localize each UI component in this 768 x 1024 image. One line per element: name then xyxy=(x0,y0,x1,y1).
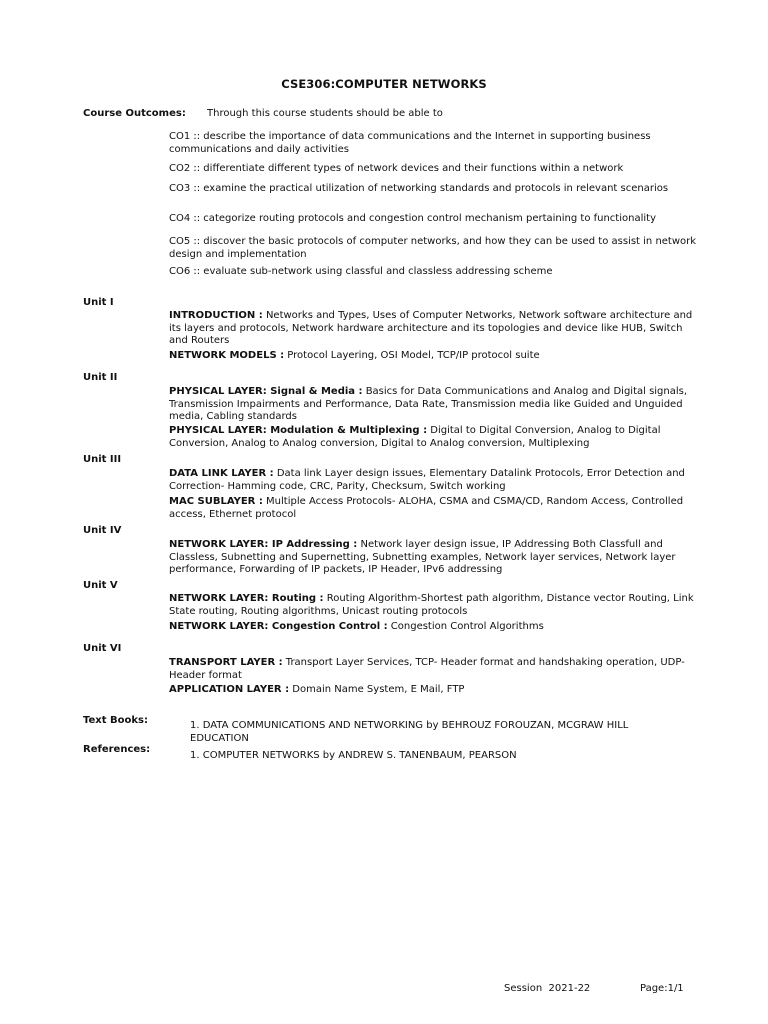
unit-topic xyxy=(169,621,704,634)
unit-topic xyxy=(169,310,704,348)
topic-text: Data link Layer design issues, Elementary Datalink Protocols, Error Detection and Correction- Hamming code, CRC, Parity, Checksum, Switch working xyxy=(169,468,685,492)
text-books-label: Text Books: xyxy=(83,715,148,726)
unit-topic xyxy=(169,425,704,450)
footer-page-number: Page:1/1 xyxy=(640,983,684,994)
topic-heading: NETWORK LAYER: Routing : xyxy=(169,593,324,604)
course-outcome-3: CO3 :: examine the practical utilization of networking standards and protocols in relevant scenarios xyxy=(169,183,669,194)
unit-topic xyxy=(169,593,704,618)
topic-text: Routing Algorithm-Shortest path algorithm, Distance vector Routing, Link State routing, Routing algorithms, Unicast routing protocols xyxy=(169,593,694,617)
topic-text: Transport Layer Services, TCP- Header format and handshaking operation, UDP- Header format xyxy=(169,657,685,681)
unit-label: Unit IV xyxy=(83,525,122,536)
topic-heading: NETWORK MODELS : xyxy=(169,350,285,361)
course-outcomes-label: Course Outcomes: xyxy=(83,108,186,119)
unit-label: Unit II xyxy=(83,372,118,383)
topic-heading: NETWORK LAYER: Congestion Control : xyxy=(169,621,388,632)
topic-text: Domain Name System, E Mail, FTP xyxy=(289,684,465,695)
footer-session: Session 2021-22 xyxy=(504,983,591,994)
unit-label: Unit I xyxy=(83,297,114,308)
references-label: References: xyxy=(83,744,151,755)
unit-topic xyxy=(169,468,704,493)
course-outcomes-intro: Through this course students should be able to xyxy=(207,108,443,119)
unit-label: Unit V xyxy=(83,580,118,591)
topic-text: Protocol Layering, OSI Model, TCP/IP protocol suite xyxy=(284,350,540,361)
unit-topic xyxy=(169,539,704,577)
course-outcome-4: CO4 :: categorize routing protocols and congestion control mechanism pertaining to functionality xyxy=(169,213,656,224)
course-outcome-2: CO2 :: differentiate different types of network devices and their functions within a network xyxy=(169,163,624,174)
topic-text: Basics for Data Communications and Analog and Digital signals, Transmission Impairments and Performance, Data Rate, Transmission media like Guided and Unguided media, Cabling standards xyxy=(169,386,688,422)
course-outcome-6: CO6 :: evaluate sub-network using classful and classless addressing scheme xyxy=(169,266,553,277)
course-outcome-1: CO1 :: describe the importance of data communications and the Internet in supporting business communications and daily activities xyxy=(169,131,651,155)
topic-text: Network layer design issue, IP Addressing Both Classfull and Classless, Subnetting and Supernetting, Subnetting examples, Network layer services, Network layer performance, Forwarding of IP packets, IP Header, IPv6 addressing xyxy=(169,539,676,575)
reference-item: 1. COMPUTER NETWORKS by ANDREW S. TANENBAUM, PEARSON xyxy=(190,750,517,761)
topic-heading: MAC SUBLAYER : xyxy=(169,496,263,507)
unit-topic xyxy=(169,496,704,521)
topic-text: Digital to Digital Conversion, Analog to Digital Conversion, Analog to Analog conversion, Digital to Analog conversion, Multiplexing xyxy=(169,425,661,449)
topic-heading: APPLICATION LAYER : xyxy=(169,684,290,695)
topic-heading: DATA LINK LAYER : xyxy=(169,468,274,479)
unit-topic xyxy=(169,657,704,682)
unit-topic xyxy=(169,350,704,363)
topic-heading: PHYSICAL LAYER: Modulation & Multiplexing : xyxy=(169,425,428,436)
topic-heading: INTRODUCTION : xyxy=(169,310,263,321)
topic-heading: NETWORK LAYER: IP Addressing : xyxy=(169,539,358,550)
topic-text: Networks and Types, Uses of Computer Networks, Network software architecture and its layers and protocols, Network hardware architecture and its topologies and device like HUB, Switch and Routers xyxy=(169,310,693,346)
unit-topic xyxy=(169,684,704,697)
document-title: CSE306:COMPUTER NETWORKS xyxy=(281,77,487,91)
topic-text: Congestion Control Algorithms xyxy=(387,621,544,632)
unit-label: Unit VI xyxy=(83,643,122,654)
topic-text: Multiple Access Protocols- ALOHA, CSMA and CSMA/CD, Random Access, Controlled access, Ethernet protocol xyxy=(169,496,684,520)
text-book-item: 1. DATA COMMUNICATIONS AND NETWORKING by BEHROUZ FOROUZAN, MCGRAW HILL EDUCATION xyxy=(190,720,629,744)
topic-heading: PHYSICAL LAYER: Signal & Media : xyxy=(169,386,363,397)
unit-label: Unit III xyxy=(83,454,122,465)
course-outcome-5: CO5 :: discover the basic protocols of computer networks, and how they can be used to assist in network design and implementation xyxy=(169,236,697,260)
topic-heading: TRANSPORT LAYER : xyxy=(169,657,283,668)
unit-topic xyxy=(169,386,704,424)
